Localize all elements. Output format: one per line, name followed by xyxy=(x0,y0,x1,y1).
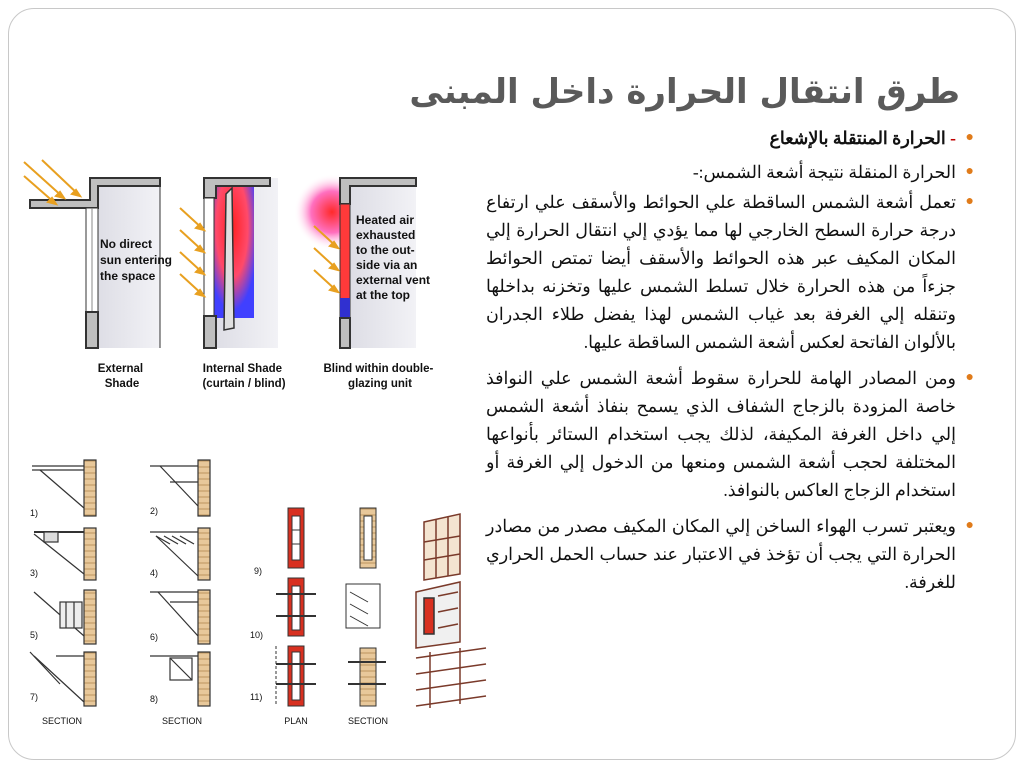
note-line: the space xyxy=(100,269,156,283)
caption-line: Shade xyxy=(104,378,140,390)
caption-line: External xyxy=(97,363,144,375)
note-line: Heated air xyxy=(356,213,415,227)
caption-line: Blind within double- xyxy=(323,363,434,375)
bullet-dash: - xyxy=(950,128,956,148)
note-line: side via an xyxy=(356,258,418,272)
caption-line: Internal Shade xyxy=(202,363,283,375)
note-heated-air xyxy=(356,213,433,302)
sketch-captions xyxy=(42,716,388,726)
number-label: 10) xyxy=(250,630,264,640)
perspective-sketches xyxy=(416,514,486,708)
section-sketch-col4 xyxy=(346,508,386,706)
bullet-text: ومن المصادر الهامة للحرارة سقوط أشعة الشمس علي النوافذ خاصة المزودة بالزجاج الشفاف الذي يسمح بنفاذ أشعة الشمس إلي داخل الغرفة المكيفة، لذلك يجب استخدام الستائر بأنواعها المختلفة لحجب أشعة الشمس ومنعها من الدخول إلي الغرفة أو استخدام الزجاج العاكس بالنوافذ. xyxy=(486,368,956,500)
number-label: 4) xyxy=(150,568,159,578)
internal-shade-panel xyxy=(180,178,278,348)
bullet-text: تعمل أشعة الشمس الساقطة علي الحوائط والأسقف علي ارتفاع درجة حرارة السطح الخارجي لها مما يؤدي إلي انتقال الحرارة إلي المكان المكيف عبر هذه الحوائط والأسقف أيضا تمتص الحوائط جزءاً من هذه الحرارة خلال تسلط الشمس عليها وتخزنه بداخلها وتنقله إلي الغرفة بعد غياب الشمس لهذا يفضل طلاء الجدران بالألوان الفاتحة لعكس أشعة الشمس الساقطة عليها. xyxy=(486,192,956,352)
caption-internal-shade xyxy=(202,363,285,390)
number-label: 3) xyxy=(30,568,39,578)
bullet-infiltration xyxy=(486,512,976,596)
section-caption: SECTION xyxy=(161,716,203,726)
shading-diagram xyxy=(20,158,460,398)
bullet-dot-icon: ● xyxy=(965,370,974,385)
section-caption: SECTION xyxy=(41,716,83,726)
bullet-dot-icon: ● xyxy=(965,518,974,533)
section-caption: SECTION xyxy=(347,716,389,726)
number-label: 5) xyxy=(30,630,39,640)
note-line: external vent xyxy=(356,273,431,287)
bullet-radiation xyxy=(486,124,976,152)
bullet-text: ويعتبر تسرب الهواء الساخن إلي المكان المكيف مصدر من مصادر الحرارة التي يجب أن تؤخذ في الاعتبار عند حساب الحمل الحراري للغرفة. xyxy=(486,516,956,592)
bullet-dot-icon: ● xyxy=(965,164,974,179)
section-sketches-col2 xyxy=(150,460,210,706)
plan-caption: PLAN xyxy=(284,716,308,726)
caption-line: (curtain / blind) xyxy=(202,378,286,390)
plan-sketch xyxy=(276,508,316,706)
section-sketches-col1 xyxy=(30,460,96,710)
note-line: exhausted xyxy=(356,228,416,242)
caption-line: glazing unit xyxy=(348,378,412,390)
bullet-text: الحرارة المنقلة نتيجة أشعة الشمس:- xyxy=(692,162,956,182)
note-line: to the out- xyxy=(356,243,415,257)
bullet-list xyxy=(486,124,976,596)
number-label: 6) xyxy=(150,632,159,642)
shading-devices-sketch xyxy=(20,452,490,732)
caption-double-glazing xyxy=(323,363,436,390)
bullet-solar-heat xyxy=(486,158,976,186)
number-label: 1) xyxy=(30,508,39,518)
bullet-windows xyxy=(486,364,976,504)
slide-title: طرق انتقال الحرارة داخل المبنى xyxy=(409,72,960,112)
number-label: 7) xyxy=(30,692,39,702)
bullet-walls xyxy=(486,188,976,356)
bullet-text: الحرارة المنتقلة بالإشعاع xyxy=(769,128,951,148)
number-label: 9) xyxy=(254,566,263,576)
number-label: 8) xyxy=(150,694,159,704)
bullet-dot-icon: ● xyxy=(965,194,974,209)
caption-external-shade xyxy=(98,363,147,390)
number-label: 2) xyxy=(150,506,159,516)
note-line: at the top xyxy=(356,288,410,302)
number-label: 11) xyxy=(250,692,263,702)
note-line: sun entering xyxy=(100,253,173,267)
bullet-dot-icon: ● xyxy=(965,130,974,145)
note-line: No direct xyxy=(100,237,153,251)
note-no-direct xyxy=(100,237,175,283)
